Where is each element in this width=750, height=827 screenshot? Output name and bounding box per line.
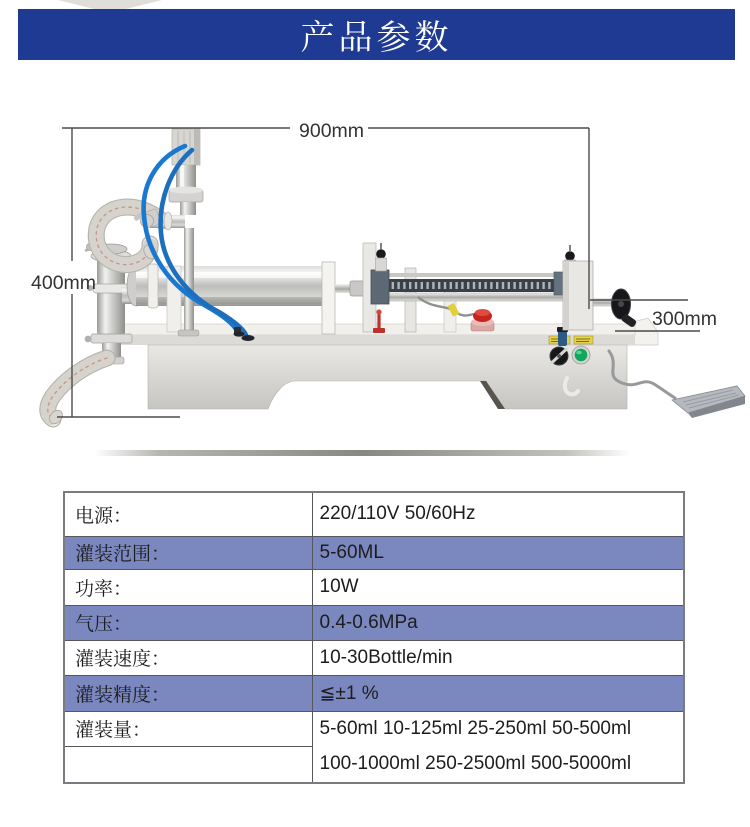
spec-value: 0.4-0.6MPa (312, 605, 684, 640)
spec-label: 灌装范围： (64, 536, 312, 569)
spec-row (64, 605, 684, 640)
product-cylinder (127, 262, 365, 334)
spec-row (64, 492, 684, 536)
spec-row (64, 536, 684, 569)
spec-value: 10W (312, 569, 684, 605)
dimension-width-label: 900mm (299, 120, 365, 142)
spec-value: 5-60ML (312, 536, 684, 569)
emergency-stop-button (471, 309, 494, 331)
spec-row (64, 675, 684, 711)
label-sticker (574, 336, 593, 344)
section-title: 产品参数 (300, 20, 453, 57)
machine-diagram (0, 100, 750, 470)
spec-row (64, 711, 684, 747)
spec-value-line2: 100-1000ml 250-2500ml 500-5000ml (319, 753, 632, 774)
green-start-button (572, 346, 590, 364)
spec-row (64, 569, 684, 605)
spec-label: 电源： (64, 492, 312, 536)
valve-block (371, 270, 389, 304)
stroke-adjustment-knob (563, 261, 637, 330)
spec-row (64, 640, 684, 675)
spec-label: 气压： (64, 605, 312, 640)
spec-label: 功率： (64, 569, 312, 605)
speed-adjuster-left (376, 243, 387, 271)
spec-value-multiline (312, 711, 684, 783)
spec-label: 灌装精度： (64, 675, 312, 711)
dimension-side-label: 300mm (652, 308, 718, 330)
spec-value: ≦±1 % (312, 675, 684, 711)
floor-shadow (95, 450, 630, 456)
spec-table (63, 491, 685, 784)
spec-label-empty (64, 747, 312, 783)
spec-value: 220/110V 50/60Hz (312, 492, 684, 536)
section-header (18, 9, 735, 60)
rotary-switch (550, 347, 568, 365)
cylinder-end-plate (322, 262, 335, 334)
spec-label: 灌装量： (64, 711, 312, 747)
air-tubes (144, 146, 255, 341)
filling-machine-photo (0, 100, 750, 470)
spec-label: 灌装速度： (64, 640, 312, 675)
spec-value-line1: 5-60ml 10-125ml 25-250ml 50-500ml (319, 718, 632, 739)
dimension-height-label: 400mm (31, 272, 97, 294)
spec-value: 10-30Bottle/min (312, 640, 684, 675)
